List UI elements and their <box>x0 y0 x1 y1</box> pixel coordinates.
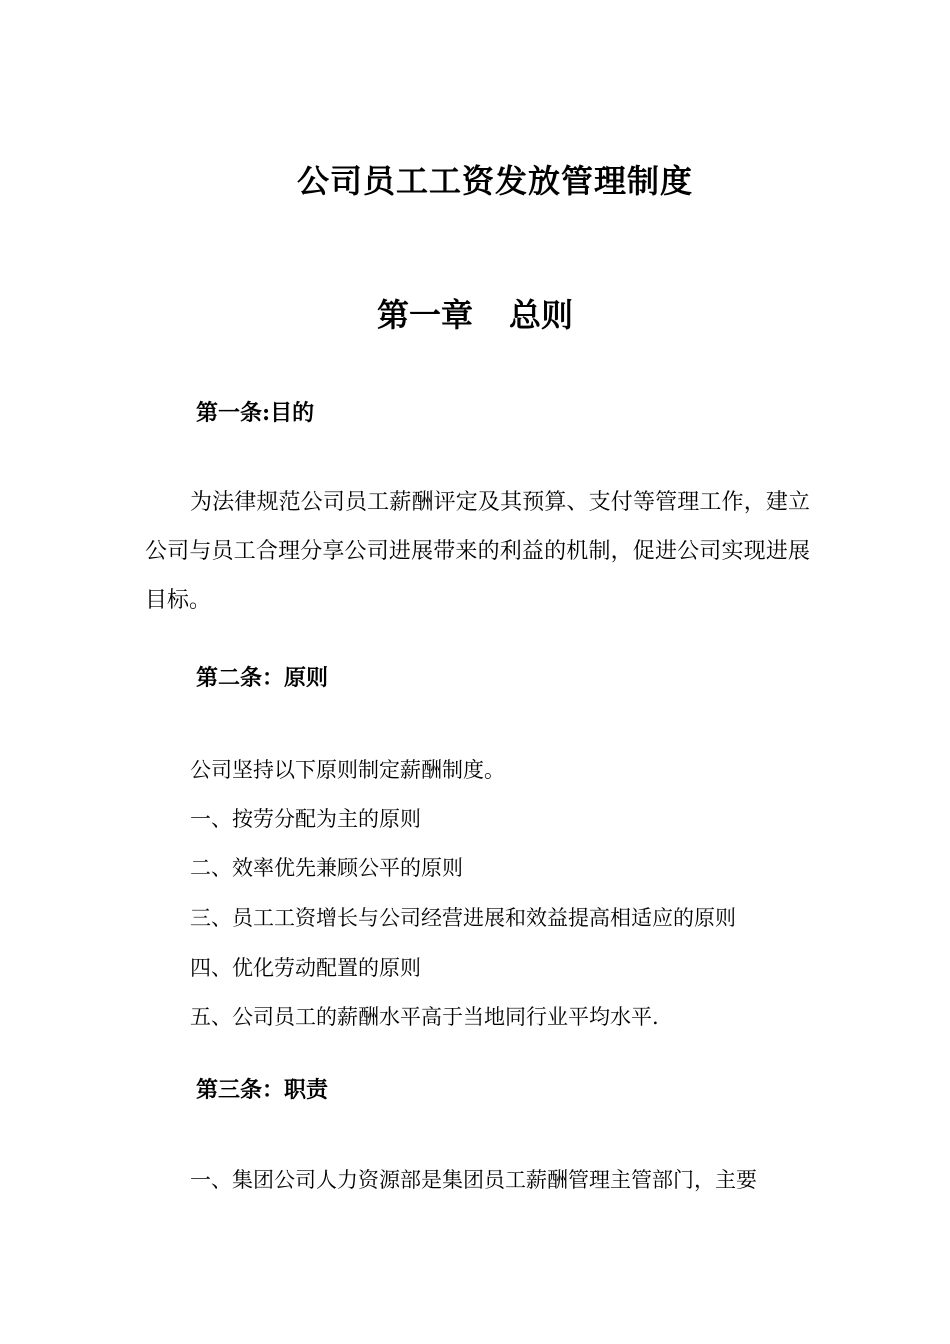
chapter-number: 第一章 <box>376 296 473 334</box>
chapter-title <box>0 290 950 336</box>
article-2-heading: 第二条：原则 <box>196 665 329 691</box>
article-3-heading: 第三条：职责 <box>196 1077 329 1103</box>
principle-item-3: 三、员工工资增长与公司经营进展和效益提高相适应的原则 <box>190 906 736 930</box>
principle-item-5: 五、公司员工的薪酬水平高于当地同行业平均水平. <box>190 1005 659 1029</box>
article-1-heading: 第一条:目的 <box>196 400 315 426</box>
article-2-intro: 公司坚持以下原则制定薪酬制度。 <box>190 758 505 782</box>
chapter-name: 总则 <box>509 296 574 334</box>
principle-item-2: 二、效率优先兼顾公平的原则 <box>190 856 463 880</box>
principle-item-4: 四、优化劳动配置的原则 <box>190 956 421 980</box>
document-title: 公司员工工资发放管理制度 <box>296 162 693 200</box>
principle-item-1: 一、按劳分配为主的原则 <box>190 807 421 831</box>
article-3-first-line: 一、集团公司人力资源部是集团员工薪酬管理主管部门，主要 <box>190 1168 757 1192</box>
article-1-paragraph: 为法律规范公司员工薪酬评定及其预算、支付等管理工作，建立公司与员工合理分享公司进展带来的利益的机制，促进公司实现进展目标。 <box>145 490 810 613</box>
